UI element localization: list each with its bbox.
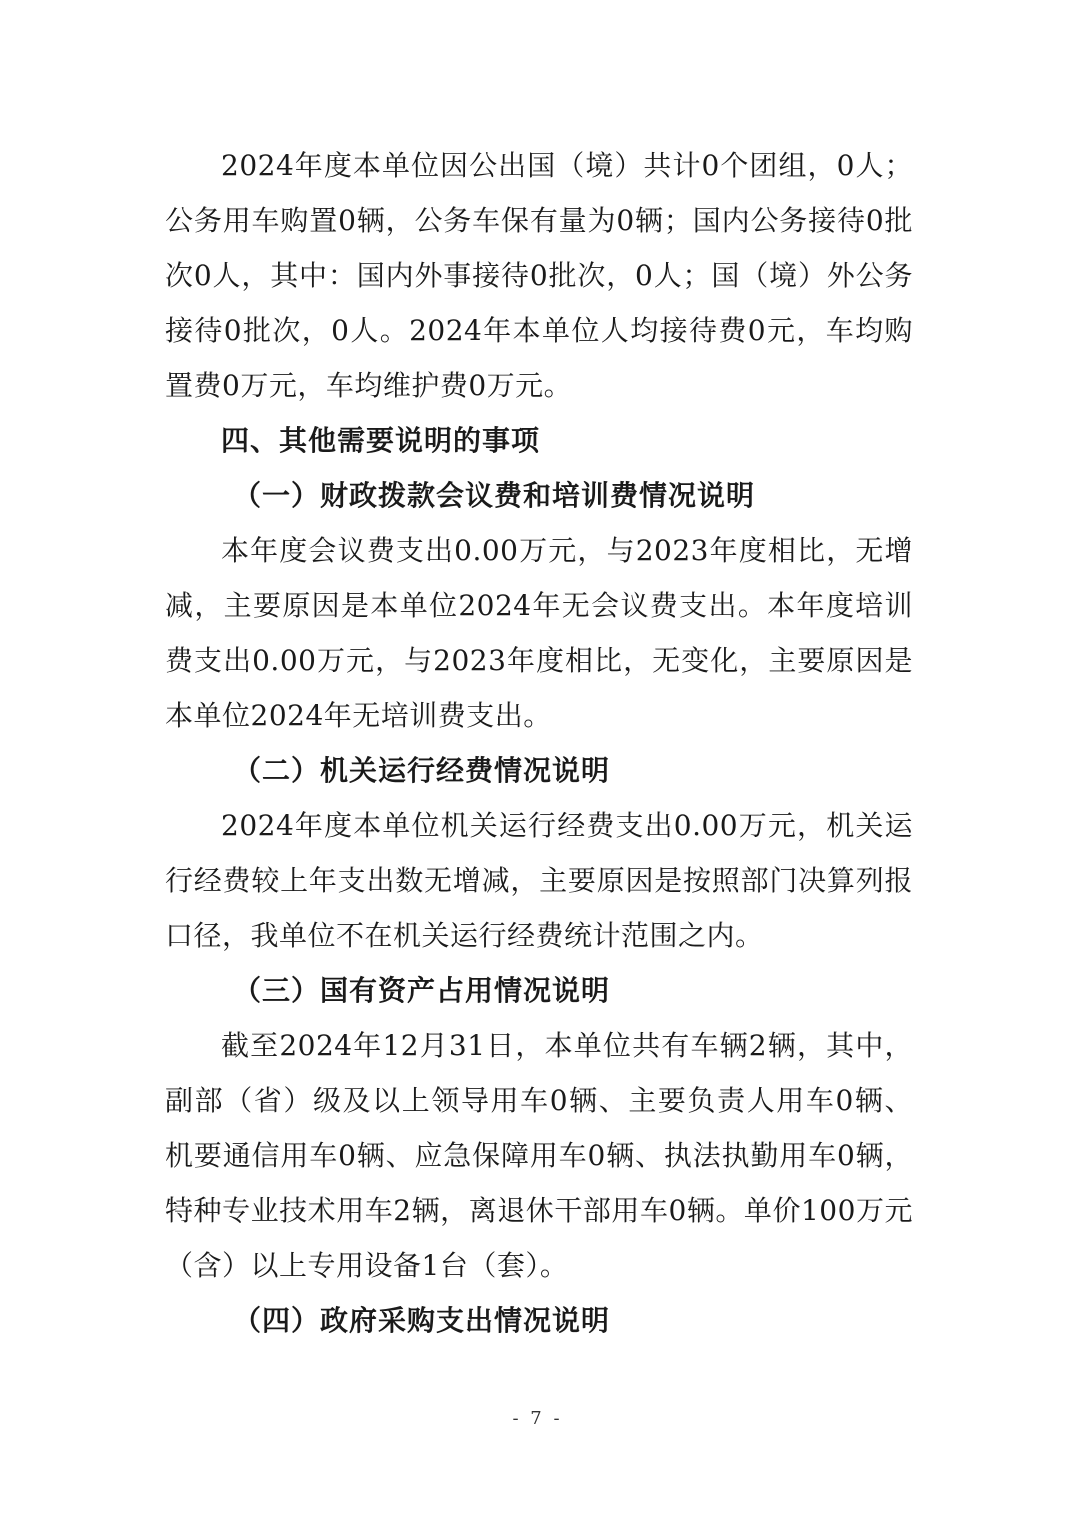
subheading-operating-costs: （二）机关运行经费情况说明: [233, 754, 611, 787]
subheading-state-assets: （三）国有资产占用情况说明: [233, 974, 611, 1007]
paragraph-state-assets: 截至2024年12月31日，本单位共有车辆2辆，其中，副部（省）级及以上领导用车0辆、主要负责人用车0辆、机要通信用车0辆、应急保障用车0辆、执法执勤用车0辆，特种专业技术用车2辆，离退休干部用车0辆。单价100万元（含）以上专用设备1台（套）。: [165, 1029, 913, 1282]
paragraph-meeting-training: 本年度会议费支出0.00万元，与2023年度相比，无增减，主要原因是本单位2024年无会议费支出。本年度培训费支出0.00万元，与2023年度相比，无变化，主要原因是本单位2024年无培训费支出。: [165, 534, 913, 732]
paragraph-operating-costs: 2024年度本单位机关运行经费支出0.00万元，机关运行经费较上年支出数无增减，主要原因是按照部门决算列报口径，我单位不在机关运行经费统计范围之内。: [165, 809, 913, 952]
subheading-government-procurement: （四）政府采购支出情况说明: [233, 1304, 611, 1337]
paragraph-overseas-reception: 2024年度本单位因公出国（境）共计0个团组，0人；公务用车购置0辆，公务车保有量为0辆；国内公务接待0批次0人，其中：国内外事接待0批次，0人；国（境）外公务接待0批次，0人。2024年本单位人均接待费0元，车均购置费0万元，车均维护费0万元。: [165, 149, 913, 402]
section-heading-other-matters: 四、其他需要说明的事项: [221, 424, 541, 457]
document-body: [165, 138, 913, 1348]
page-number: - 7 -: [512, 1408, 563, 1429]
subheading-meeting-training: （一）财政拨款会议费和培训费情况说明: [233, 479, 756, 512]
